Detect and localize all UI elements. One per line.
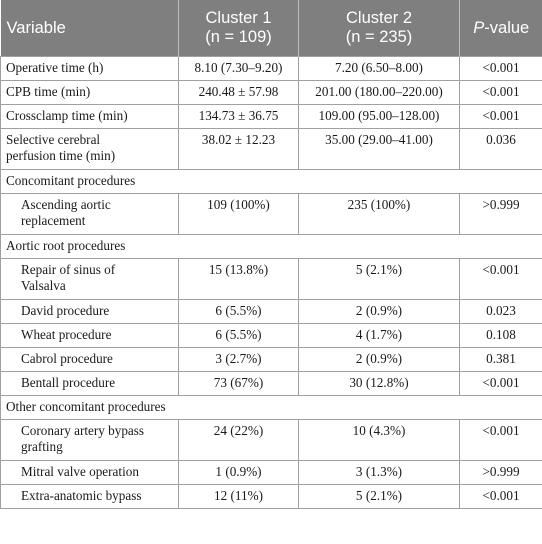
cluster-1-value: 6 (5.5%) (179, 324, 299, 348)
cluster-1-value: 15 (13.8%) (179, 259, 299, 300)
p-value: <0.001 (460, 81, 542, 105)
p-value: 0.023 (460, 300, 542, 324)
cluster-2-value: 7.20 (6.50–8.00) (299, 57, 460, 81)
row-label (1, 194, 179, 235)
row-label-line-2: grafting (21, 439, 63, 454)
row-label: CPB time (min) (1, 81, 179, 105)
cluster-1-value: 12 (11%) (179, 485, 299, 509)
table-row (1, 348, 542, 372)
table-row (1, 324, 542, 348)
table-row (1, 420, 542, 461)
row-label-line-1: Ascending aortic (21, 197, 111, 212)
row-label-line-1: Selective cerebral (6, 132, 101, 147)
table-row (1, 57, 542, 81)
row-label (1, 259, 179, 300)
row-label (1, 420, 179, 461)
section-label: Aortic root procedures (1, 235, 542, 259)
row-label-line-2: Valsalva (21, 278, 66, 293)
table-row (1, 485, 542, 509)
row-label-line-2: perfusion time (min) (6, 148, 116, 163)
header-cluster-2-title: Cluster 2 (345, 9, 413, 27)
header-p-italic: P (473, 18, 485, 37)
header-cluster-2 (299, 0, 460, 57)
cluster-1-value: 24 (22%) (179, 420, 299, 461)
row-label: Wheat procedure (1, 324, 179, 348)
row-label: Mitral valve operation (1, 461, 179, 485)
table-row (1, 81, 542, 105)
section-row (1, 170, 542, 194)
p-value: <0.001 (460, 372, 542, 396)
header-p-suffix: -value (484, 18, 530, 37)
cluster-2-value: 3 (1.3%) (299, 461, 460, 485)
cluster-2-value: 30 (12.8%) (299, 372, 460, 396)
cluster-1-value: 38.02 ± 12.23 (179, 129, 299, 170)
header-variable: Variable (1, 0, 179, 57)
p-value: <0.001 (460, 105, 542, 129)
table-row (1, 300, 542, 324)
cluster-1-value: 6 (5.5%) (179, 300, 299, 324)
cluster-2-value: 2 (0.9%) (299, 300, 460, 324)
p-value: <0.001 (460, 259, 542, 300)
row-label: Cabrol procedure (1, 348, 179, 372)
cluster-2-value: 4 (1.7%) (299, 324, 460, 348)
section-label: Concomitant procedures (1, 170, 542, 194)
table-row (1, 194, 542, 235)
p-value: 0.036 (460, 129, 542, 170)
cluster-1-value: 1 (0.9%) (179, 461, 299, 485)
table-row (1, 461, 542, 485)
cluster-2-value: 235 (100%) (299, 194, 460, 235)
section-row (1, 396, 542, 420)
p-value: >0.999 (460, 194, 542, 235)
section-label: Other concomitant procedures (1, 396, 542, 420)
row-label: Crossclamp time (min) (1, 105, 179, 129)
p-value: 0.381 (460, 348, 542, 372)
cluster-2-value: 5 (2.1%) (299, 485, 460, 509)
cluster-2-value: 2 (0.9%) (299, 348, 460, 372)
cluster-2-value: 109.00 (95.00–128.00) (299, 105, 460, 129)
row-label: Bentall procedure (1, 372, 179, 396)
header-cluster-1-n: (n = 109) (205, 28, 272, 46)
row-label: Extra-anatomic bypass (1, 485, 179, 509)
section-row (1, 235, 542, 259)
table-row (1, 129, 542, 170)
row-label-line-1: Coronary artery bypass (21, 423, 145, 438)
p-value: >0.999 (460, 461, 542, 485)
table-header (1, 0, 542, 57)
cluster-1-value: 8.10 (7.30–9.20) (179, 57, 299, 81)
table-row (1, 372, 542, 396)
cluster-1-value: 240.48 ± 57.98 (179, 81, 299, 105)
row-label: Operative time (h) (1, 57, 179, 81)
row-label (1, 129, 179, 170)
cluster-2-value: 5 (2.1%) (299, 259, 460, 300)
table-row (1, 105, 542, 129)
p-value: <0.001 (460, 420, 542, 461)
row-label: David procedure (1, 300, 179, 324)
header-p-value (460, 0, 542, 57)
cluster-2-value: 35.00 (29.00–41.00) (299, 129, 460, 170)
cluster-1-value: 73 (67%) (179, 372, 299, 396)
cluster-2-value: 10 (4.3%) (299, 420, 460, 461)
cluster-1-value: 134.73 ± 36.75 (179, 105, 299, 129)
cluster-2-value: 201.00 (180.00–220.00) (299, 81, 460, 105)
row-label-line-2: replacement (21, 213, 86, 228)
header-cluster-2-n: (n = 235) (345, 28, 413, 46)
p-value: <0.001 (460, 485, 542, 509)
table-row (1, 259, 542, 300)
p-value: 0.108 (460, 324, 542, 348)
p-value: <0.001 (460, 57, 542, 81)
header-cluster-1-title: Cluster 1 (205, 9, 272, 27)
header-cluster-1 (179, 0, 299, 57)
cluster-1-value: 3 (2.7%) (179, 348, 299, 372)
row-label-line-1: Repair of sinus of (21, 262, 116, 277)
cluster-1-value: 109 (100%) (179, 194, 299, 235)
